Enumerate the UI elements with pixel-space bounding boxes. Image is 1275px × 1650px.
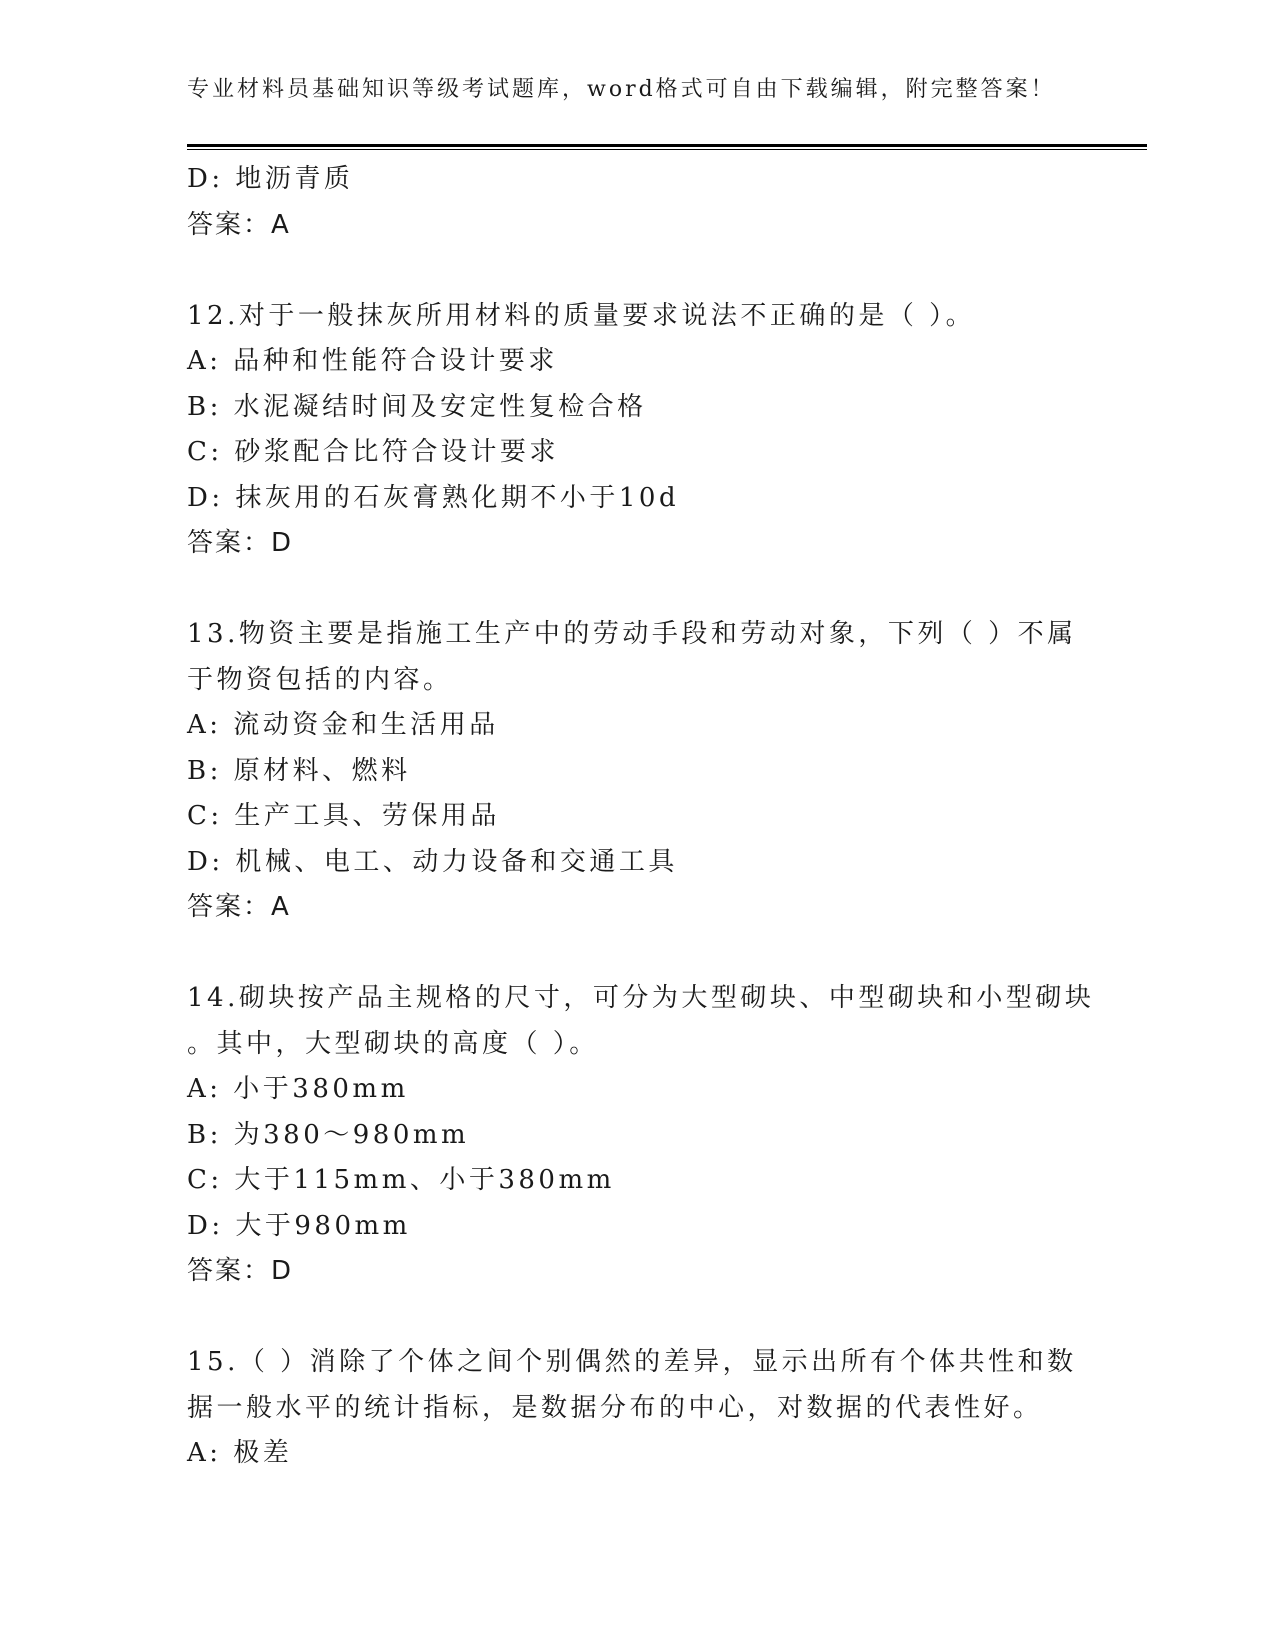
question-15-text-line-2: 据一般水平的统计指标，是数据分布的中心，对数据的代表性好。 bbox=[187, 1392, 1043, 1423]
question-12-text: 12.对于一般抹灰所用材料的质量要求说法不正确的是（ ）。 bbox=[187, 300, 976, 331]
question-14-answer: 答案：D bbox=[187, 1256, 294, 1286]
question-14-text-line-1: 14.砌块按产品主规格的尺寸，可分为大型砌块、中型砌块和小型砌块 bbox=[187, 983, 1095, 1013]
question-12-option-d: D: 抹灰用的石灰膏熟化期不小于10d bbox=[187, 482, 680, 513]
question-13-option-b: B: 原材料、燃料 bbox=[187, 755, 411, 786]
question-13-option-c: C: 生产工具、劳保用品 bbox=[187, 801, 500, 831]
header-rule-thick bbox=[187, 144, 1147, 147]
spacer bbox=[187, 931, 1087, 977]
question-13-answer: 答案：A bbox=[187, 892, 291, 922]
question-13-text-line-2: 于物资包括的内容。 bbox=[187, 664, 453, 695]
question-12-option-b: B: 水泥凝结时间及安定性复检合格 bbox=[187, 391, 647, 422]
question-13-option-d: D: 机械、电工、动力设备和交通工具 bbox=[187, 846, 678, 877]
question-13-text-line-1: 13.物资主要是指施工生产中的劳动手段和劳动对象，下列（ ）不属 bbox=[187, 619, 1077, 649]
header-rule-thin bbox=[187, 149, 1147, 150]
question-15-text-line-1: 15.（ ）消除了个体之间个别偶然的差异，显示出所有个体共性和数 bbox=[187, 1347, 1077, 1377]
spacer bbox=[187, 1295, 1087, 1341]
question-14-text-line-2: 。其中，大型砌块的高度（ ）。 bbox=[187, 1028, 599, 1059]
question-15-option-a: A: 极差 bbox=[187, 1438, 293, 1468]
question-12-option-a: A: 品种和性能符合设计要求 bbox=[187, 346, 558, 376]
prev-question-option-d: D: 地沥青质 bbox=[187, 164, 354, 194]
question-14-option-a: A: 小于380mm bbox=[187, 1074, 409, 1104]
page-header: 专业材料员基础知识等级考试题库，word格式可自由下载编辑，附完整答案！ bbox=[187, 77, 1056, 102]
question-13-option-a: A: 流动资金和生活用品 bbox=[187, 710, 499, 740]
question-12-option-c: C: 砂浆配合比符合设计要求 bbox=[187, 437, 559, 467]
prev-question-answer: 答案：A bbox=[187, 209, 291, 240]
question-14-option-c: C: 大于115mm、小于380mm bbox=[187, 1165, 615, 1195]
spacer bbox=[187, 567, 1087, 613]
question-14-option-d: D: 大于980mm bbox=[187, 1210, 411, 1241]
question-12-answer: 答案：D bbox=[187, 528, 294, 558]
spacer bbox=[187, 248, 1087, 294]
question-14-option-b: B: 为380～980mm bbox=[187, 1119, 470, 1150]
document-body bbox=[187, 157, 1095, 1477]
